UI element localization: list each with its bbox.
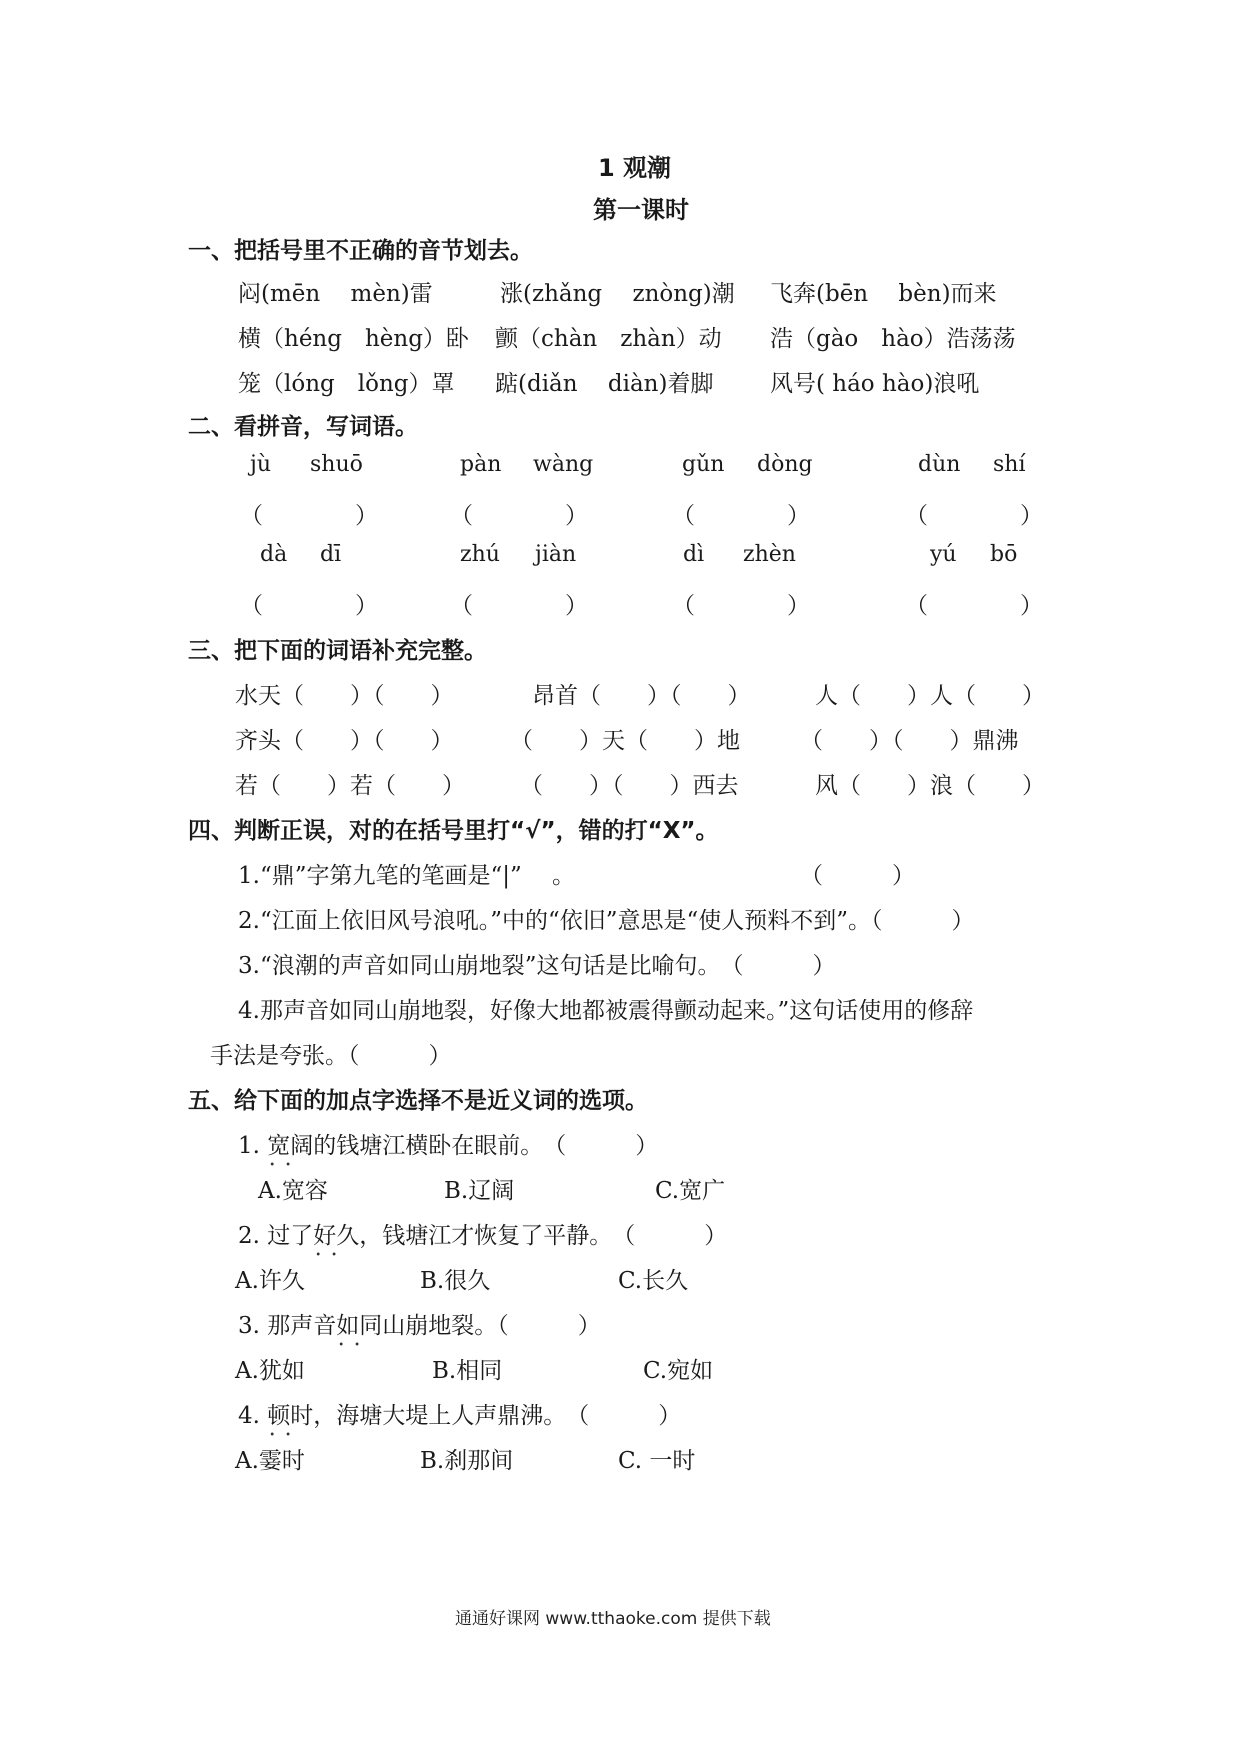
dotted-word: 如同 •• bbox=[336, 1313, 382, 1339]
answer-blank[interactable]: （ ） bbox=[240, 503, 378, 529]
choice-question-1: 1. 宽阔 ••的钱塘江横卧在眼前。 （ ） bbox=[238, 1127, 658, 1160]
s3-item: 人（ ）人（ ） bbox=[815, 683, 1045, 709]
section-2-heading: 二、看拼音，写词语。 bbox=[188, 414, 418, 440]
footer-source: 通通好课网 www.tthaoke.com 提供下载 bbox=[455, 1609, 771, 1629]
pinyin: bō bbox=[990, 542, 1018, 567]
s3-item: 昂首（ ）（ ） bbox=[532, 683, 751, 709]
option[interactable]: B.辽阔 bbox=[444, 1178, 515, 1204]
choice-question-4: 4. 顿时 ••，海塘大堤上人声鼎沸。 （ ） bbox=[238, 1397, 681, 1430]
s3-item: 齐头（ ）（ ） bbox=[235, 728, 454, 754]
s1-item: 颤（chàn zhàn）动 bbox=[495, 326, 722, 352]
judge-question-4: 4.那声音如同山崩地裂，好像大地都被震得颤动起来。”这句话使用的修辞 bbox=[238, 998, 974, 1024]
option[interactable]: A.宽容 bbox=[258, 1178, 328, 1204]
dotted-word: 好久 •• bbox=[313, 1223, 359, 1249]
s3-item: （ ）天（ ）地 bbox=[510, 728, 740, 754]
choice-question-2: 2. 过了好久 ••，钱塘江才恢复了平静。 （ ） bbox=[238, 1217, 727, 1250]
option[interactable]: B.刹那间 bbox=[420, 1448, 514, 1474]
s3-item: （ ）（ ）西去 bbox=[520, 773, 739, 799]
judge-question-4-cont: 手法是夸张。（ ） bbox=[210, 1043, 452, 1069]
s3-item: 水天（ ）（ ） bbox=[235, 683, 454, 709]
s1-item: 浩（gào hào）浩荡荡 bbox=[770, 326, 1016, 352]
section-1-heading: 一、把括号里不正确的音节划去。 bbox=[188, 238, 533, 264]
pinyin: dì bbox=[683, 542, 705, 567]
pinyin: pàn bbox=[460, 452, 502, 477]
answer-blank[interactable]: （ ） bbox=[905, 503, 1043, 529]
s1-item: 风号( háo hào)浪吼 bbox=[770, 371, 980, 397]
pinyin: yú bbox=[930, 542, 957, 567]
pinyin: dī bbox=[320, 542, 342, 567]
answer-blank[interactable]: （ ） bbox=[672, 503, 810, 529]
pinyin: jiàn bbox=[535, 542, 577, 567]
section-5-heading: 五、给下面的加点字选择不是近义词的选项。 bbox=[188, 1088, 648, 1114]
pinyin: shuō bbox=[310, 452, 363, 477]
dotted-word: 宽阔 •• bbox=[267, 1133, 313, 1159]
lesson-subtitle: 第一课时 bbox=[593, 196, 689, 224]
dotted-word: 顿时 •• bbox=[267, 1403, 313, 1429]
option[interactable]: C.长久 bbox=[618, 1268, 689, 1294]
s3-item: （ ）（ ）鼎沸 bbox=[800, 728, 1019, 754]
judge-question-3: 3.“浪潮的声音如同山崩地裂”这句话是比喻句。 （ ） bbox=[238, 953, 836, 979]
document-title: 1 观潮 bbox=[598, 154, 672, 182]
pinyin: wàng bbox=[533, 452, 594, 477]
pinyin: gǔn bbox=[682, 452, 725, 477]
answer-blank[interactable]: （ ） bbox=[672, 593, 810, 619]
s1-item: 踮(diǎn diàn)着脚 bbox=[495, 371, 714, 397]
option[interactable]: A.霎时 bbox=[235, 1448, 305, 1474]
pinyin: zhú bbox=[460, 542, 500, 567]
s3-item: 风（ ）浪（ ） bbox=[815, 773, 1045, 799]
option[interactable]: C. 一时 bbox=[618, 1448, 696, 1474]
s1-item: 闷(mēn mèn)雷 bbox=[238, 281, 433, 307]
pinyin: dà bbox=[260, 542, 288, 567]
judge-question-2: 2.“江面上依旧风号浪吼。”中的“依旧”意思是“使人预料不到”。（ ） bbox=[238, 908, 975, 934]
option[interactable]: B.相同 bbox=[432, 1358, 503, 1384]
option[interactable]: B.很久 bbox=[420, 1268, 491, 1294]
answer-blank[interactable]: （ ） bbox=[240, 593, 378, 619]
judge-answer-blank[interactable]: （ ） bbox=[800, 863, 915, 889]
answer-blank[interactable]: （ ） bbox=[450, 593, 588, 619]
section-4-heading: 四、判断正误，对的在括号里打“√”，错的打“X”。 bbox=[188, 818, 719, 844]
pinyin: shí bbox=[993, 452, 1026, 477]
s1-item: 横（héng hèng）卧 bbox=[238, 326, 469, 352]
s1-item: 笼（lóng lǒng）罩 bbox=[238, 371, 455, 397]
section-3-heading: 三、把下面的词语补充完整。 bbox=[188, 638, 487, 664]
judge-question-1: 1.“鼎”字第九笔的笔画是“|” 。 bbox=[238, 863, 576, 889]
answer-blank[interactable]: （ ） bbox=[450, 503, 588, 529]
option[interactable]: C.宽广 bbox=[655, 1178, 726, 1204]
s3-item: 若（ ）若（ ） bbox=[235, 773, 465, 799]
s1-item: 涨(zhǎng znòng)潮 bbox=[500, 281, 735, 307]
pinyin: dòng bbox=[757, 452, 813, 477]
s1-item: 飞奔(bēn bèn)而来 bbox=[770, 281, 997, 307]
option[interactable]: A.犹如 bbox=[235, 1358, 305, 1384]
choice-question-3: 3. 那声音如同 ••山崩地裂。（ ） bbox=[238, 1307, 601, 1340]
answer-blank[interactable]: （ ） bbox=[905, 593, 1043, 619]
option[interactable]: C.宛如 bbox=[643, 1358, 714, 1384]
pinyin: zhèn bbox=[743, 542, 796, 567]
option[interactable]: A.许久 bbox=[235, 1268, 305, 1294]
pinyin: dùn bbox=[918, 452, 961, 477]
pinyin: jù bbox=[250, 452, 271, 477]
